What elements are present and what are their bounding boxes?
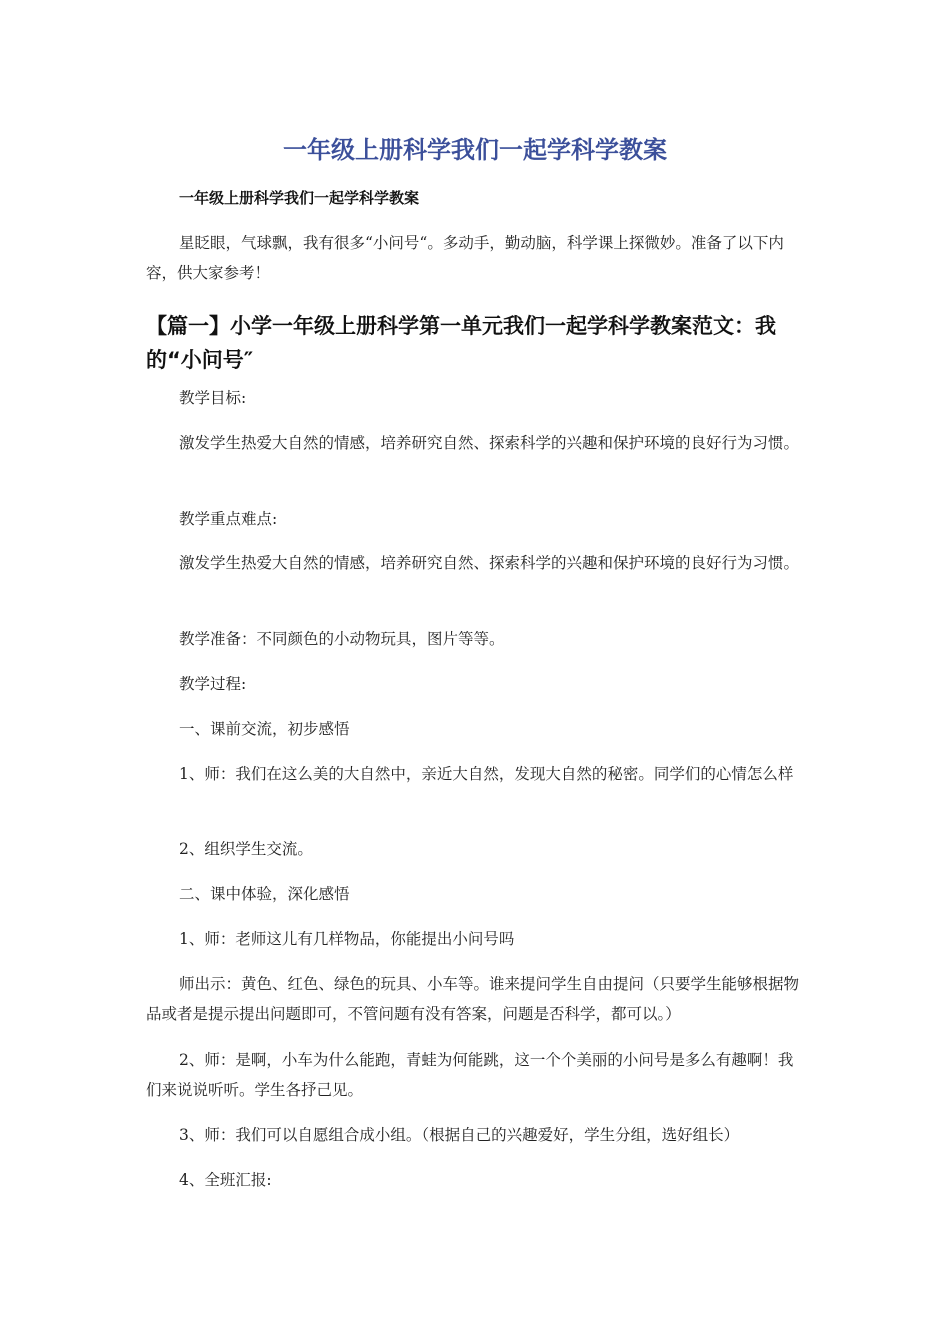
paragraph-teacher-shows: 师出示：黄色、红色、绿色的玩具、小车等。谁来提问学生自由提问（只要学生能够根据物品或者是提示提出问题即可，不管问题有没有答案，问题是否科学，都可以。） xyxy=(146,975,800,1023)
paragraph-step-two-item-2: 2、师：是啊，小车为什么能跑，青蛙为何能跳，这一个个美丽的小问号是多么有趣啊！我们来说说听听。学生各抒己见。 xyxy=(146,1051,794,1099)
paragraph-step-one-item-1: 1、师：我们在这么美的大自然中，亲近大自然，发现大自然的秘密。同学们的心情怎么样 xyxy=(179,765,794,783)
paragraph-key-points-label: 教学重点难点: xyxy=(179,510,278,528)
intro-paragraph: 星眨眼，气球飘，我有很多“小问号“。多动手，勤动脑，科学课上探微妙。准备了以下内容，供大家参考！ xyxy=(146,234,784,282)
paragraph-teaching-goal: 激发学生热爱大自然的情感，培养研究自然、探索科学的兴趣和保护环境的良好行为习惯。 xyxy=(179,434,800,452)
paragraph-step-two-item-1: 1、师：老师这儿有几样物品，你能提出小问号吗 xyxy=(179,930,515,948)
document-subtitle: 一年级上册科学我们一起学科学教案 xyxy=(179,189,420,207)
paragraph-step-two-item-4: 4、全班汇报: xyxy=(179,1171,272,1189)
paragraph-process-label: 教学过程: xyxy=(179,675,247,693)
paragraph-preparation: 教学准备：不同颜色的小动物玩具，图片等等。 xyxy=(179,630,505,648)
paragraph-step-two-item-3: 3、师：我们可以自愿组合成小组。（根据自己的兴趣爱好，学生分组，选好组长） xyxy=(179,1126,740,1144)
paragraph-key-points: 激发学生热爱大自然的情感，培养研究自然、探索科学的兴趣和保护环境的良好行为习惯。 xyxy=(179,554,800,572)
section-heading: 【篇一】小学一年级上册科学第一单元我们一起学科学教案范文：我的“小问号″ xyxy=(146,314,776,372)
paragraph-step-one-item-2: 2、组织学生交流。 xyxy=(179,840,313,858)
paragraph-step-two-heading: 二、课中体验，深化感悟 xyxy=(179,885,350,903)
paragraph-step-one-heading: 一、课前交流，初步感悟 xyxy=(179,720,350,738)
document-title: 一年级上册科学我们一起学科学教案 xyxy=(283,136,667,164)
paragraph-teaching-goal-label: 教学目标: xyxy=(179,389,247,407)
